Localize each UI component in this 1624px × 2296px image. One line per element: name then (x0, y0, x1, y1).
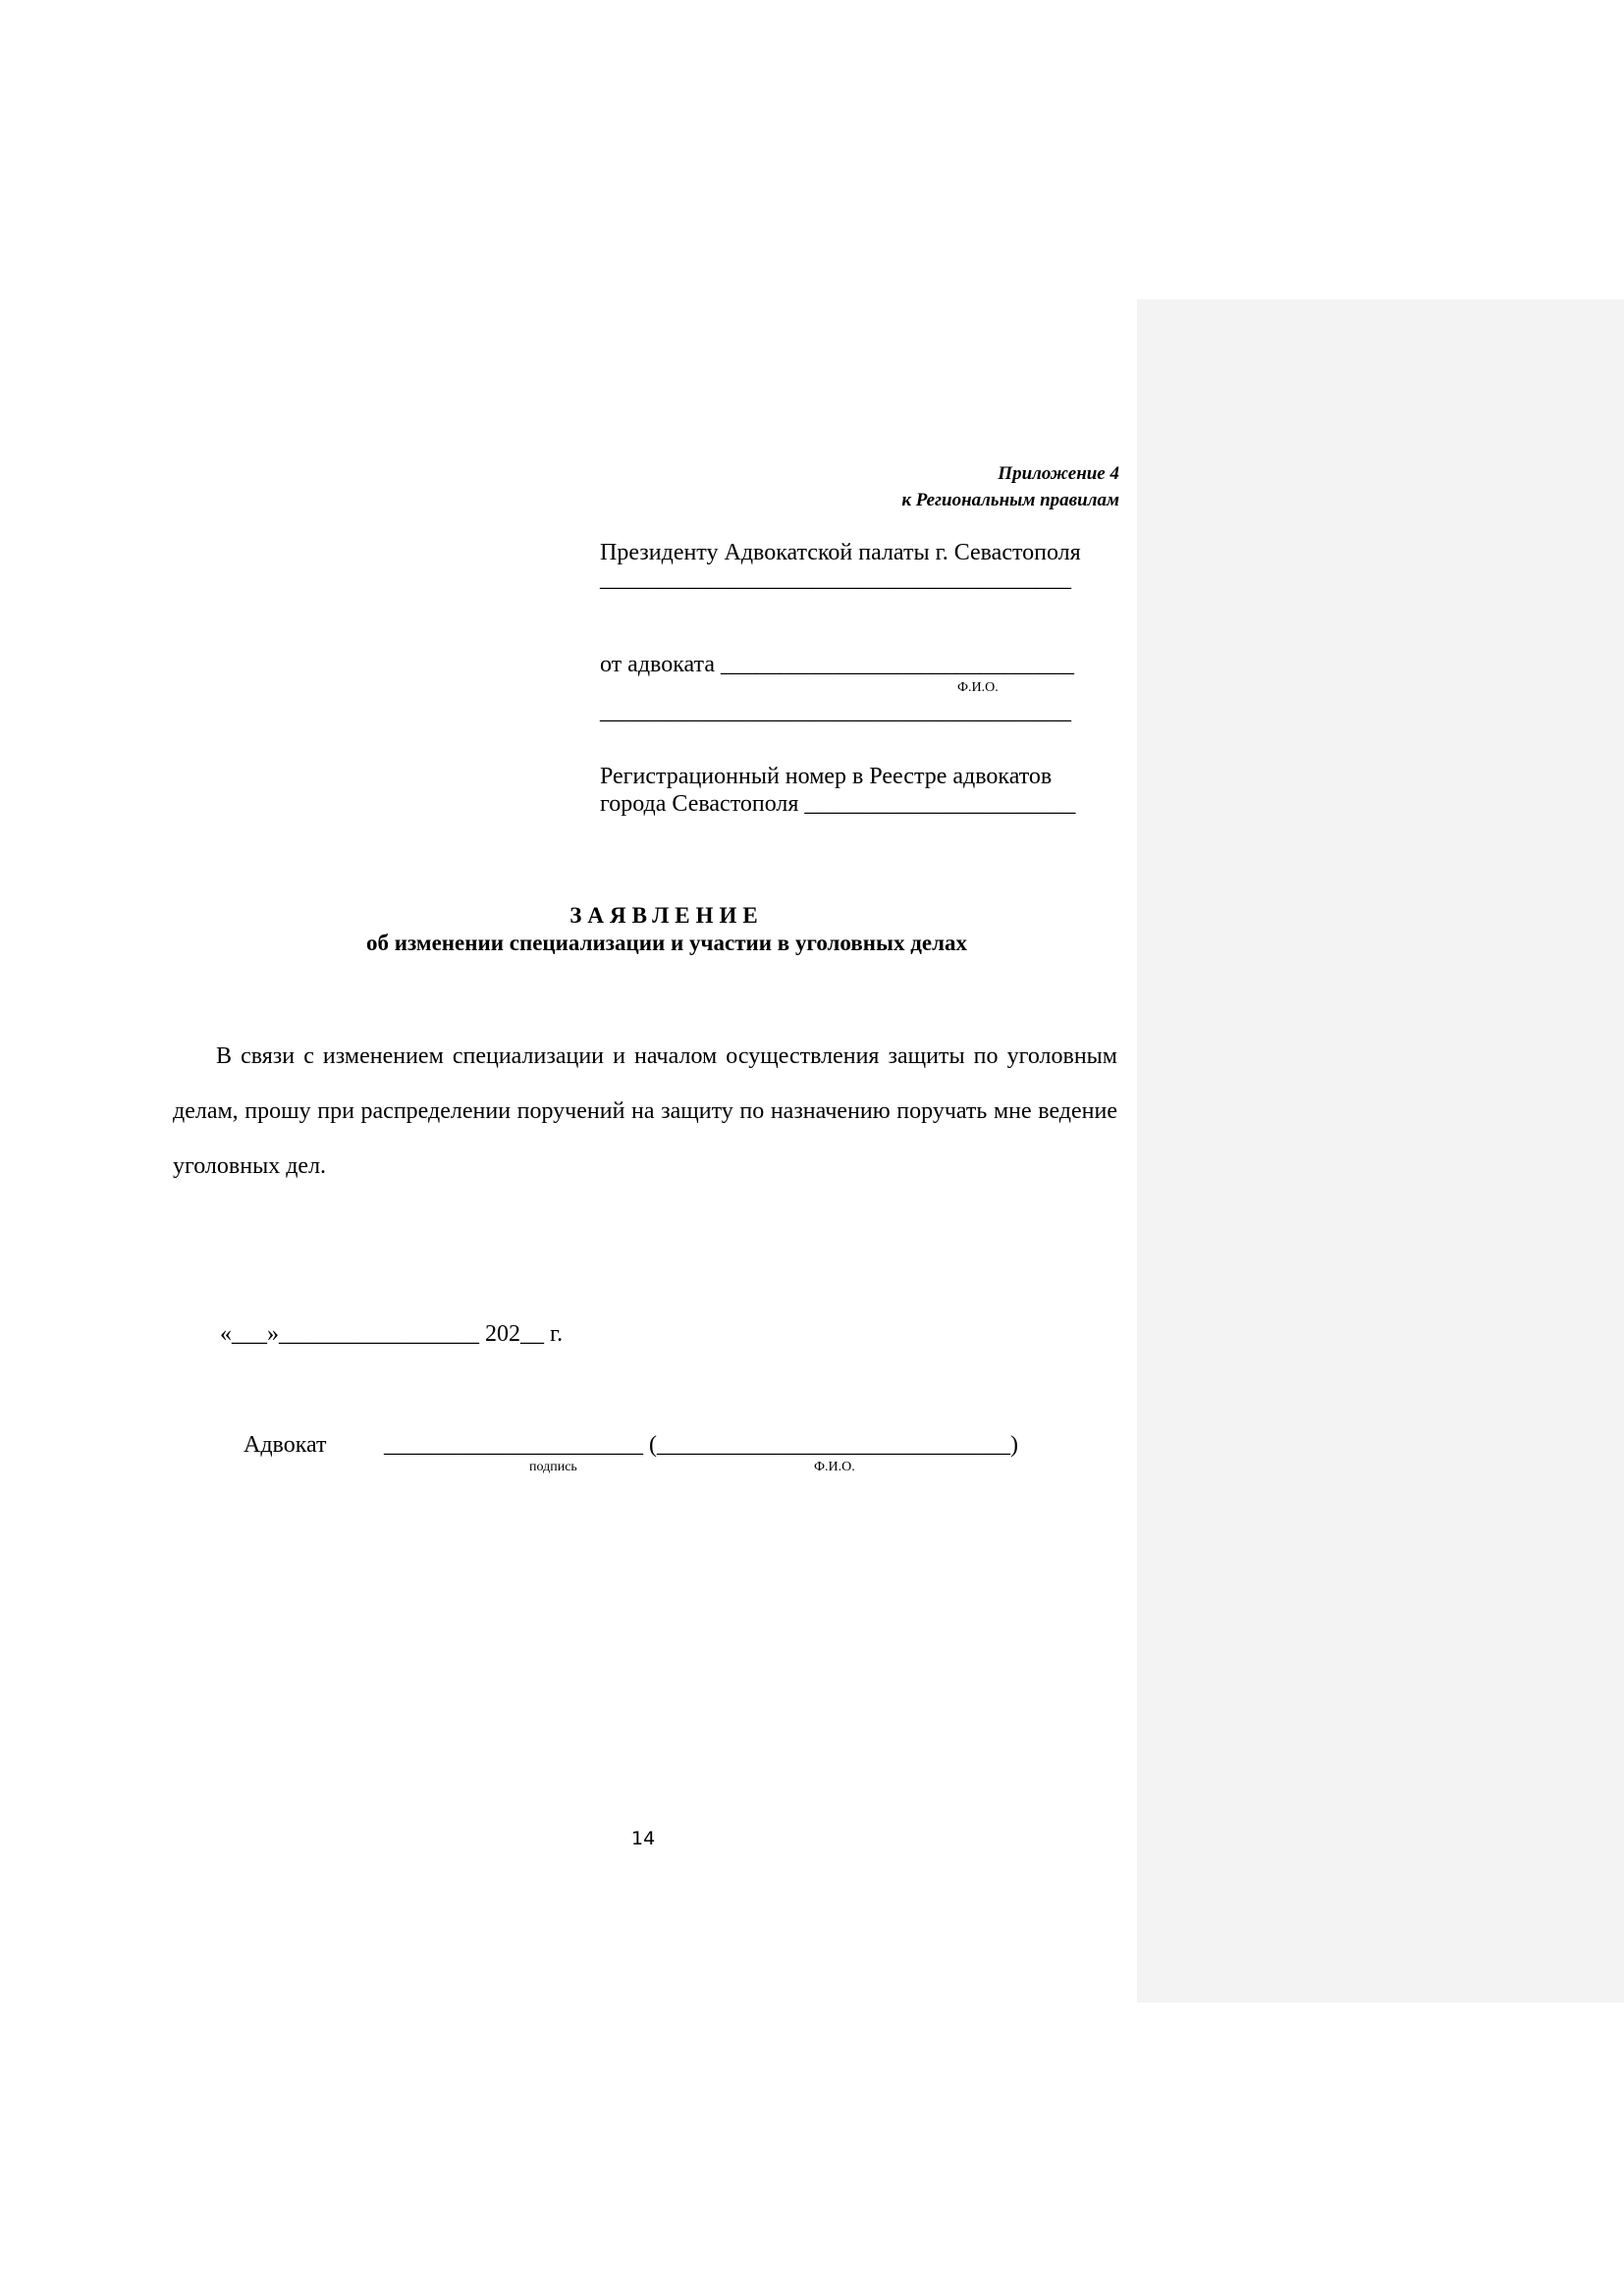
from-fio-caption: Ф.И.О. (957, 680, 999, 695)
signature-caption: подпись (529, 1460, 577, 1474)
appendix-number: Приложение 4 (998, 463, 1119, 484)
page-number: 14 (631, 1828, 656, 1849)
addressee-president: Президенту Адвокатской палаты г. Севастополя (600, 540, 1081, 565)
document-title: ЗАЯВЛЕНИЕ (569, 903, 764, 928)
from-advocate-line (600, 650, 1074, 679)
addressee-blank-line: ________________________________________ (600, 566, 1071, 592)
date-line: «___»_________________ 202__ г. (220, 1321, 564, 1347)
statement-paragraph: В связи с изменением специализации и началом осуществления защиты по уголовным делам, прошу при распределении поручений на защиту по назначению поручать мне ведение уголовных дел. (173, 1043, 1117, 1179)
signature-label: Адвокат (244, 1432, 327, 1458)
signature-blank-line: ______________________ (______________________________) (384, 1432, 1018, 1458)
registration-line-1: Регистрационный номер в Реестре адвокатов (600, 764, 1053, 789)
signature-fio-caption: Ф.И.О. (814, 1460, 855, 1474)
from-advocate-label: от адвоката ________________ (600, 652, 909, 677)
document-subtitle: об изменении специализации и участии в уголовных делах (366, 931, 967, 955)
appendix-reference: к Региональным правилам (901, 490, 1119, 510)
from-advocate-tail: ______________ (908, 652, 1074, 677)
registration-line-2: города Севастополя _______________________ (600, 791, 1076, 817)
from-blank-line: ________________________________________ (600, 699, 1071, 724)
comment-margin-pane (1137, 299, 1624, 2002)
